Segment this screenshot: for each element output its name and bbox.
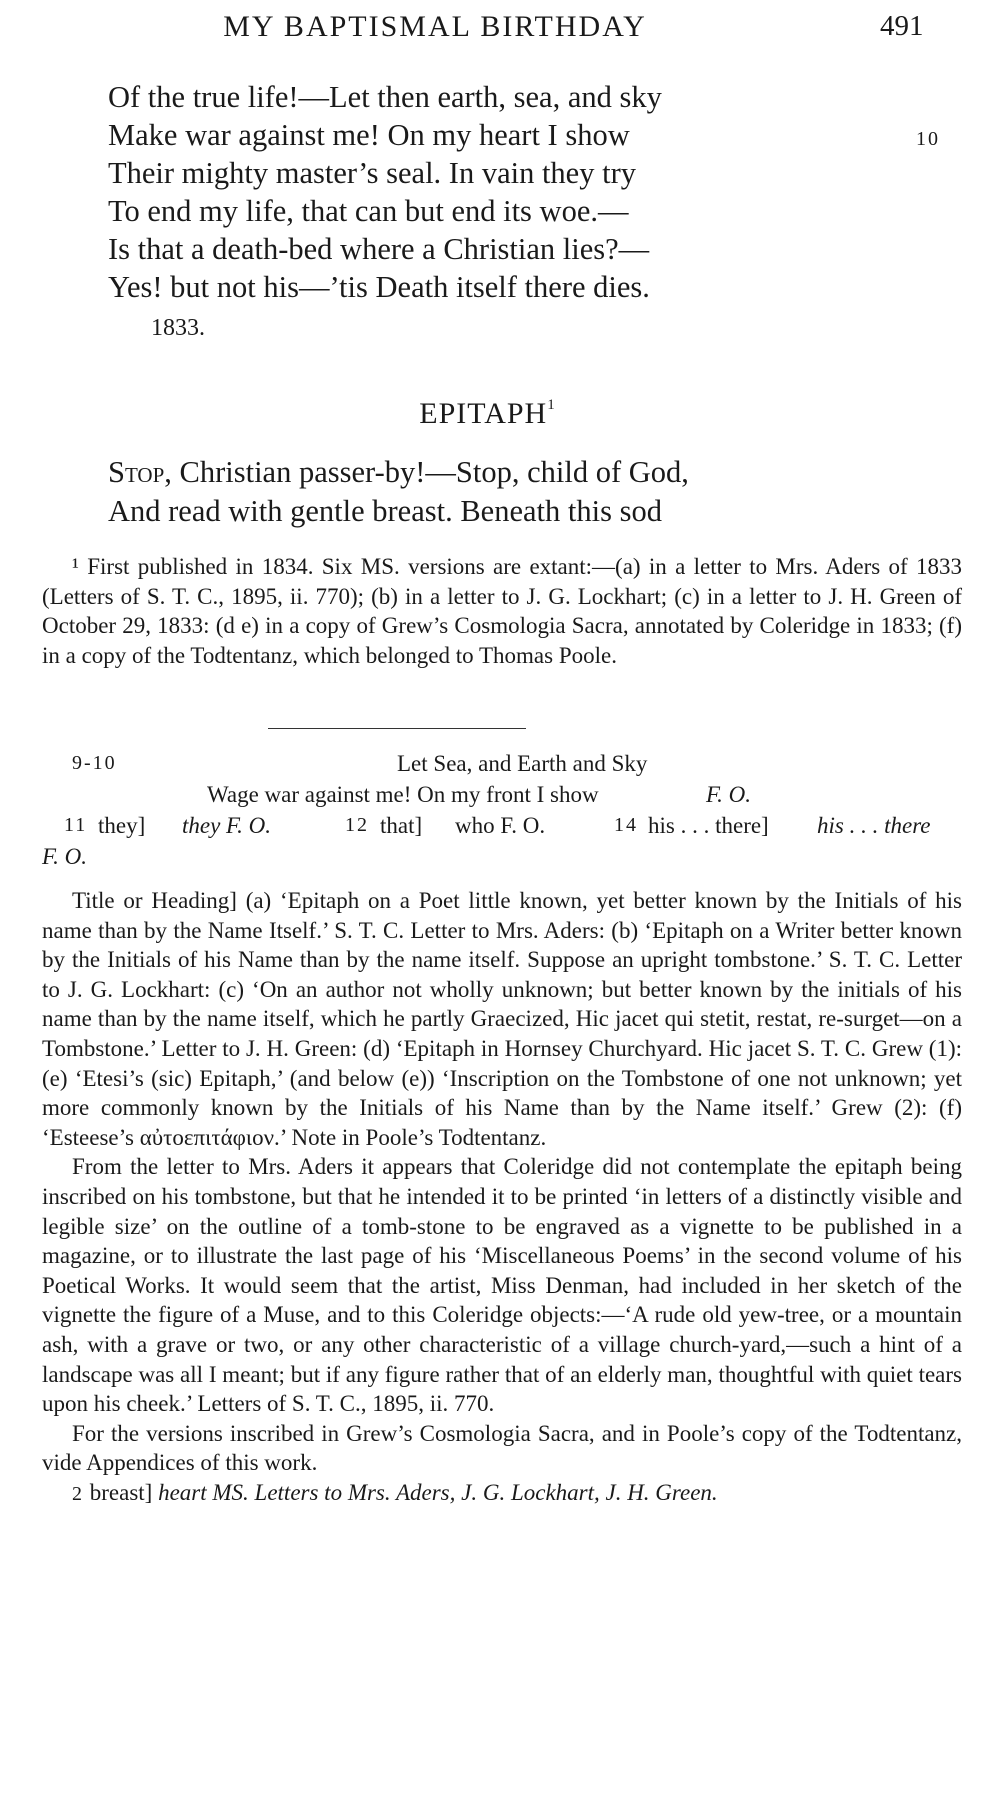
variant-row — [42, 810, 967, 841]
poem-line-text: Christian passer-by!—Stop, child of God, — [171, 455, 689, 489]
variant-reading: they F. O. — [182, 813, 272, 838]
variant-reading: who F. O. — [455, 813, 546, 838]
variant-line-number: 14 — [614, 814, 638, 836]
variant-line-number: 11 — [64, 814, 88, 836]
variant-lemma: that] — [380, 813, 423, 838]
line-number: 10 — [916, 128, 940, 150]
variant-source: F. O. — [42, 844, 87, 869]
variant-readings — [42, 748, 967, 872]
first-word: Stop, — [108, 455, 172, 489]
footnote-text: First published in 1834. Six MS. versions are extant:—(a) in a letter to Mrs. Aders of 1833 (Letters of S. T. C., 1895, ii. 770); (b) in a letter to J. G. Lockhart; (c) in a letter to J. H. Green of October 29, 1833: (d e) in a copy of Grew’s Cosmologia Sacra, annotated by Coleridge in 1833; (f) in a copy of the Todtentanz, which belonged to Thomas Poole. — [42, 554, 962, 668]
title-note: Title or Heading] (a) ‘Epitaph on a Poet little known, yet better known by the Initials of his name than by the Name Itself.’ S. T. C. Letter to Mrs. Aders: (b) ‘Epitaph on a Writer better known by the Initials of his Name than by the name itself. Suppose an upright tombstone.’ S. T. C. Letter to J. G. Lockhart: (c) ‘On an author not wholly unknown; but better known by the initials of his name than by the name itself, which he partly Graecized, Hic jacet qui stetit, restat, re-surget—on a Tombstone.’ Letter to J. H. Green: (d) ‘Epitaph in Hornsey Churchyard. Hic jacet S. T. C. Grew (1): (e) ‘Etesi’s (sic) Epitaph,’ (and below (e)) ‘Inscription on the Tombstone of one not unknown; yet more commonly known by the Initials of his Name than by the Name itself.’ Grew (2): (f) ‘Esteese’s αὐτοεπιτάφιον.’ Note in Poole’s Todtentanz. — [42, 888, 962, 1150]
footnote-divider — [268, 728, 526, 729]
poem-heading — [0, 397, 975, 431]
variant-source: F. O. — [706, 782, 751, 807]
variant-row — [42, 748, 967, 779]
running-title: MY BAPTISMAL BIRTHDAY — [223, 10, 647, 43]
epitaph-lines — [108, 453, 968, 531]
variant-lemma: they] — [98, 813, 146, 838]
poem-line-text: Make war against me! On my heart I show — [108, 118, 630, 152]
variant-text: Let Sea, and Earth and Sky — [397, 751, 648, 776]
poem-stanza — [108, 78, 968, 306]
poem-line — [108, 116, 968, 154]
heading-text: EPITAPH — [419, 397, 548, 430]
editorial-notes — [42, 886, 962, 1509]
poem-line: Yes! but not his—’tis Death itself there dies. — [108, 270, 650, 304]
poem-date: 1833. — [151, 315, 205, 341]
poem-line: Of the true life!—Let then earth, sea, and sky — [108, 80, 662, 114]
variant-lemma: his . . . there] — [648, 813, 769, 838]
versions-note: For the versions inscribed in Grew’s Cosmologia Sacra, and in Poole’s copy of the Todtentanz, vide Appendices of this work. — [42, 1420, 962, 1476]
variant-line-number: 12 — [345, 814, 369, 836]
poem-line — [108, 453, 968, 492]
poem-line: To end my life, that can but end its woe.— — [108, 194, 629, 228]
variant-line-number: 9-10 — [72, 752, 117, 774]
variant-row — [42, 779, 967, 810]
variant-line-number: 2 — [72, 1482, 84, 1505]
running-head — [0, 10, 1000, 50]
variant-lemma: breast] — [89, 1479, 153, 1505]
variant-note — [42, 1478, 962, 1510]
variant-row — [42, 841, 967, 872]
footnote — [42, 552, 962, 670]
poem-line: Their mighty master’s seal. In vain they try — [108, 156, 636, 190]
aders-note: From the letter to Mrs. Aders it appears that Coleridge did not contemplate the epitaph being inscribed on his tombstone, but that he intended it to be printed ‘in letters of a distinctly visible and legible size’ on the outline of a tomb-stone to be engraved as a vignette to be published in a magazine, or to illustrate the last page of his ‘Miscellaneous Poems’ in the second volume of his Poetical Works. It would seem that the artist, Miss Denman, had included in her sketch of the vignette the figure of a Muse, and to this Coleridge objects:—‘A rude old yew-tree, or a mountain ash, with a grave or two, or any other characteristic of a village church-yard,—such a hint of a landscape was all I meant; but if any figure rather that of an elderly man, thoughtful with quiet tears upon his cheek.’ Letters of S. T. C., 1895, ii. 770. — [42, 1154, 962, 1417]
poem-line: And read with gentle breast. Beneath this sod — [108, 494, 662, 528]
footnote-marker: ¹ — [72, 554, 79, 579]
poem-line: Is that a death-bed where a Christian lies?— — [108, 232, 650, 266]
variant-text: Wage war against me! On my front I show — [207, 782, 599, 807]
footnote-reference: 1 — [547, 397, 556, 413]
variant-reading: his . . . there — [817, 813, 931, 838]
variant-reading: heart MS. Letters to Mrs. Aders, J. G. Lockhart, J. H. Green. — [158, 1479, 718, 1505]
page-number: 491 — [880, 10, 924, 42]
